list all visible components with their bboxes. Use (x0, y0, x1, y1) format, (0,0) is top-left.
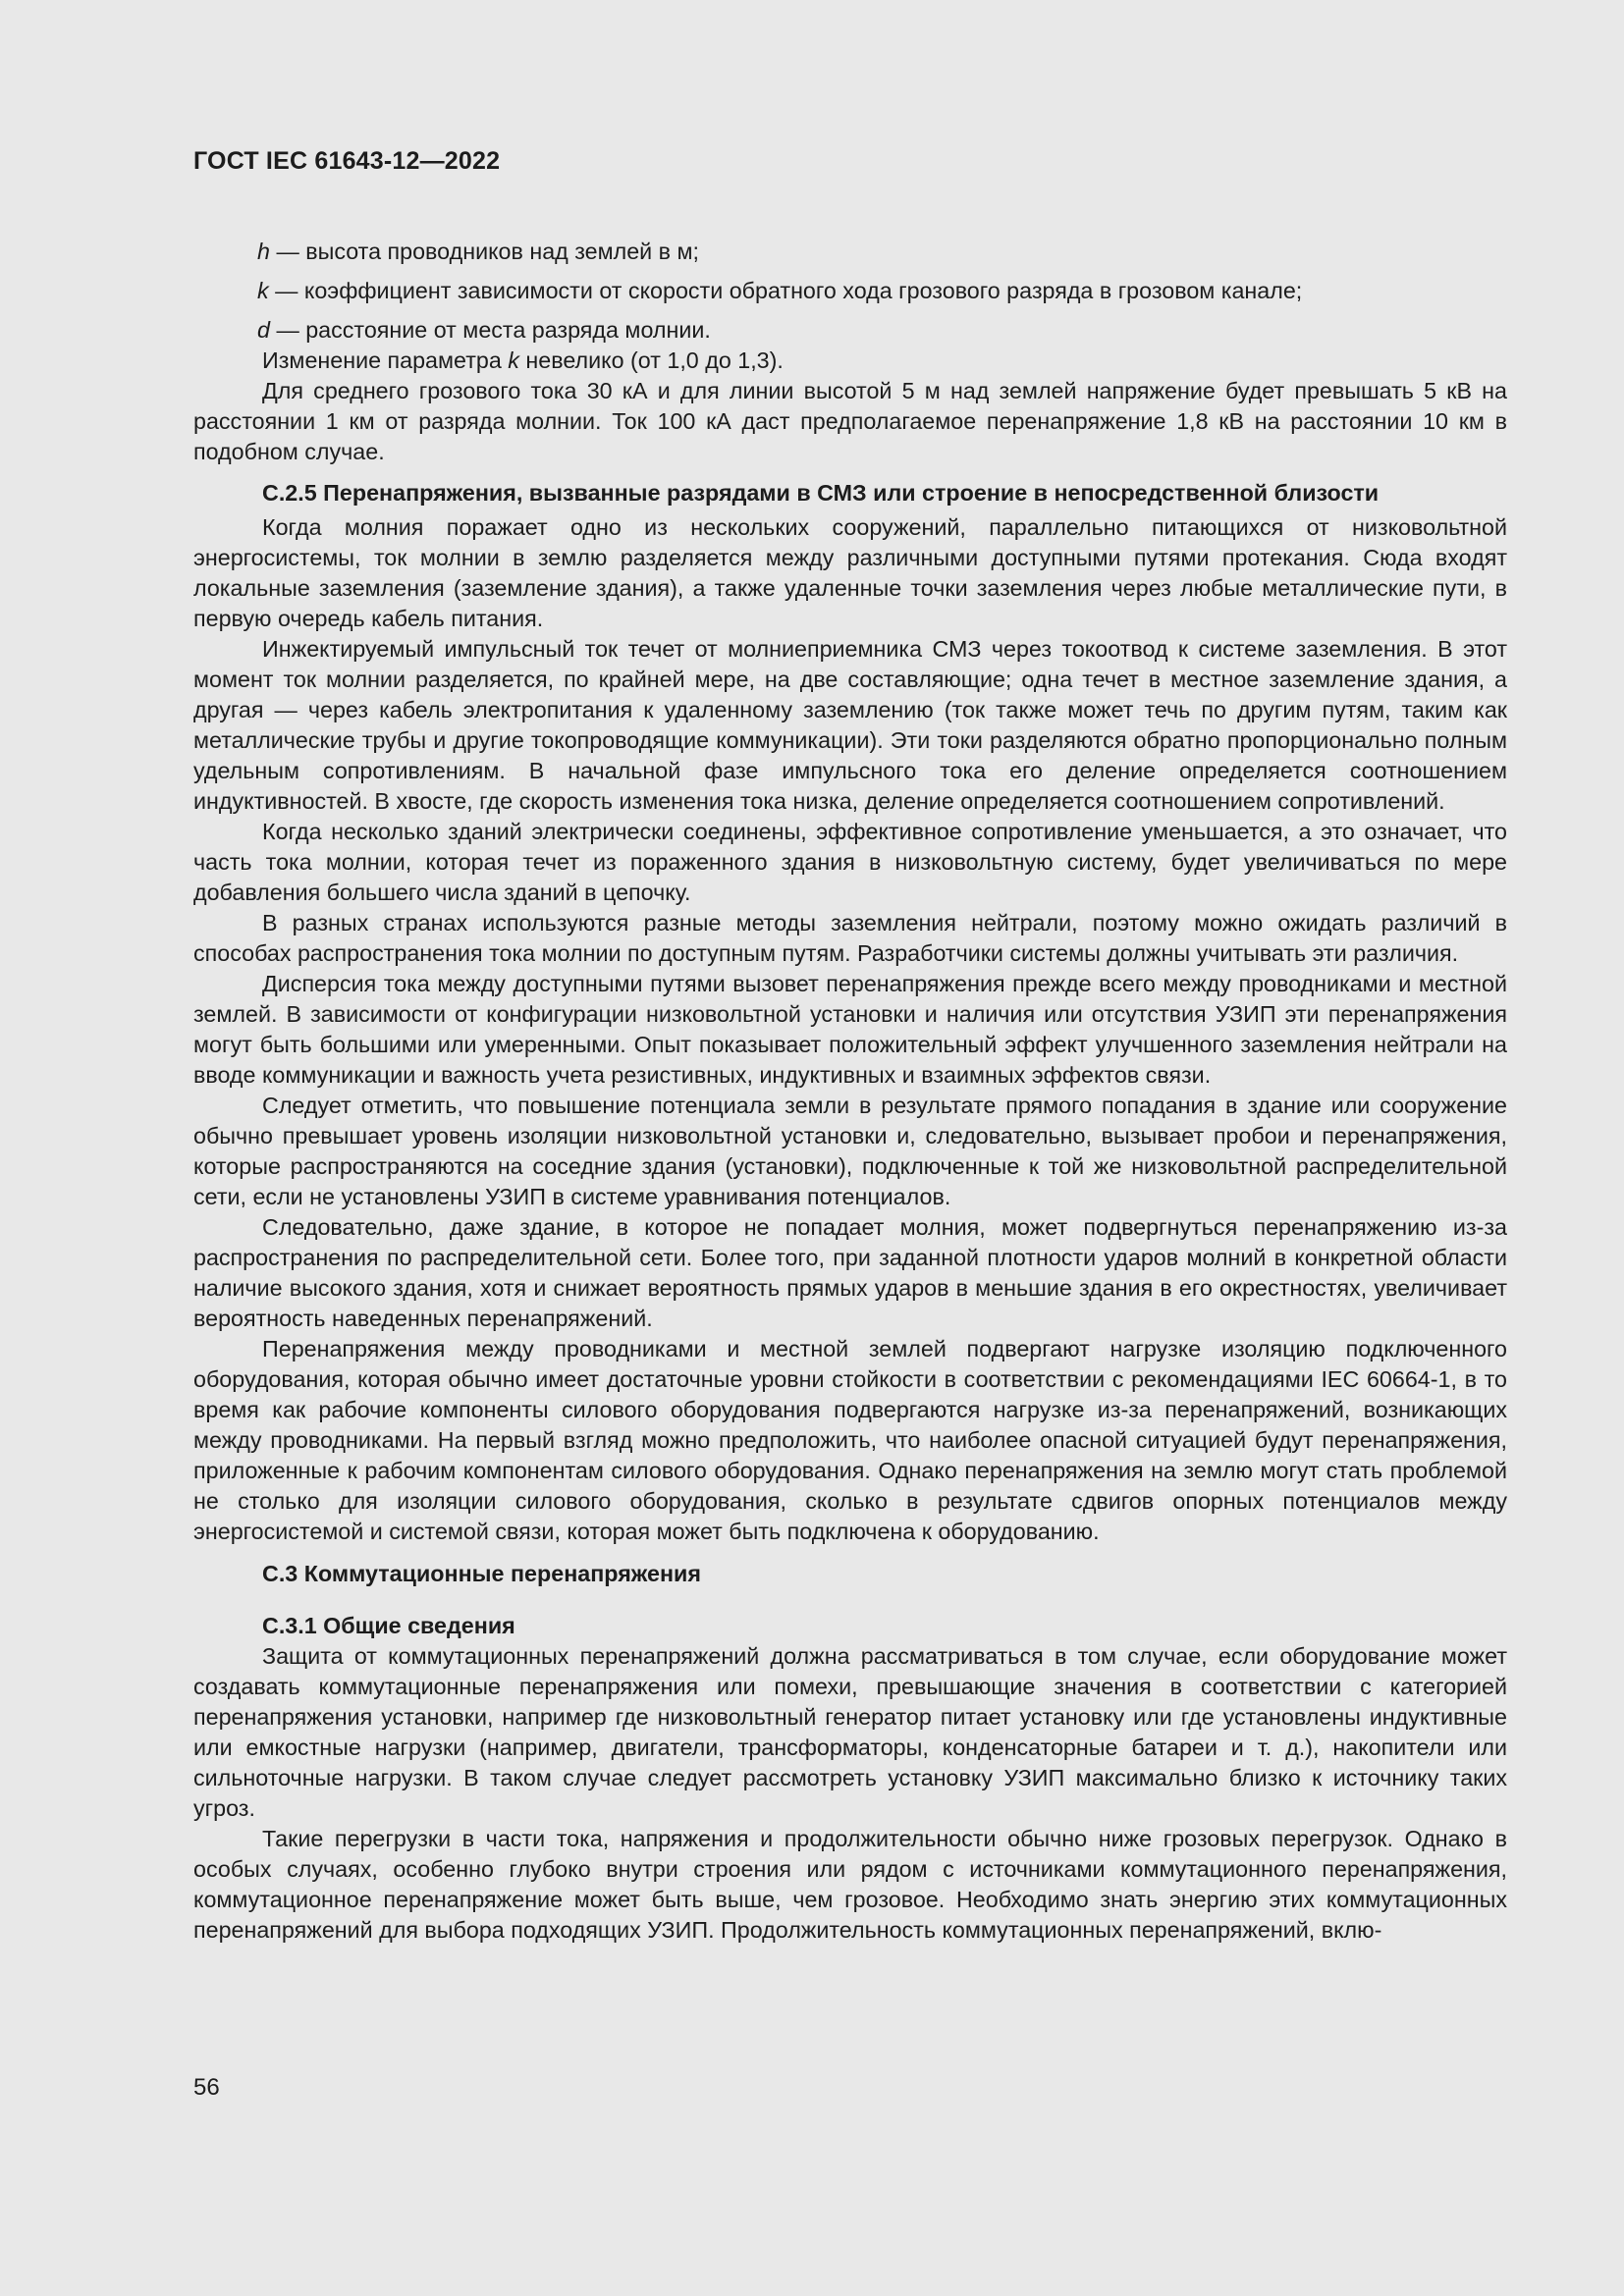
page-body (193, 237, 1507, 1946)
paragraph: Защита от коммутационных перенапряжений должна рассматриваться в том случае, если оборудование может создавать коммутационные перенапряжения или помехи, превышающие значения в соответствии с категорией перенапряжения установки, например где низковольтный генератор питает установку или где установлены индуктивные или емкостные нагрузки (например, двигатели, трансформаторы, конденсаторные батареи и т. д.), накопители или сильноточные нагрузки. В таком случае следует рассмотреть установку УЗИП максимально близко к источнику таких угроз. (193, 1643, 1507, 1821)
paragraph: Такие перегрузки в части тока, напряжения и продолжительности обычно ниже грозовых перегрузок. Однако в особых случаях, особенно глубоко внутри строения или рядом с источниками коммутационного перенапряжения, коммутационное перенапряжение может быть выше, чем грозовое. Необходимо знать энергию этих коммутационных перенапряжений для выбора подходящих УЗИП. Продолжительность коммутационных перенапряжений, вклю- (193, 1826, 1507, 1943)
paragraph-average-current: Для среднего грозового тока 30 кА и для линии высотой 5 м над землей напряжение будет превышать 5 кВ на расстоянии 1 км от разряда молнии. Ток 100 кА даст предполагаемое перенапряжение 1,8 кВ на расстоянии 10 км в подобном случае. (193, 378, 1507, 464)
document-header: ГОСТ IEC 61643-12—2022 (193, 147, 501, 175)
paragraph: В разных странах используются разные методы заземления нейтрали, поэтому можно ожидать различий в способах распространения тока молнии по доступным путям. Разработчики системы должны учитывать эти различия. (193, 910, 1507, 966)
symbol-k: k (257, 278, 269, 303)
paragraph: Перенапряжения между проводниками и местной землей подвергают нагрузке изоляцию подключенного оборудования, которая обычно имеет достаточные уровни стойкости в соответствии с рекомендациями IEC 60664-1, в то время как рабочие компоненты силового оборудования подвергаются нагрузке из-за перенапряжений, возникающих между проводниками. На первый взгляд можно предположить, что наиболее опасной ситуацией будут перенапряжения, приложенные к рабочим компонентам силового оборудования. Однако перенапряжения на землю могут стать проблемой не столько для изоляции силового оборудования, сколько в результате сдвигов опорных потенциалов между энергосистемой и системой связи, которая может быть подключена к оборудованию. (193, 1336, 1507, 1544)
section-heading-c25: С.2.5 Перенапряжения, вызванные разрядами в СМЗ или строение в непосредственной близости (262, 480, 1380, 506)
definition-k (193, 276, 1507, 306)
definition-text: — высота проводников над землей в м; (269, 239, 700, 264)
paragraph: Инжектируемый импульсный ток течет от молниеприемника СМЗ через токоотвод к системе заземления. В этот момент ток молнии разделяется, по крайней мере, на две составляющие; одна течет в местное заземление здания, а другая — через кабель электропитания к удаленному заземлению (ток также может течь по другим путям, таким как металлические трубы и другие токопроводящие коммуникации). Эти токи разделяются обратно пропорционально полным удельным сопротивлениям. В начальной фазе импульсного тока его деление определяется соотношением индуктивностей. В хвосте, где скорость изменения тока низка, деление определяется соотношением сопротивлений. (193, 636, 1507, 814)
page-number: 56 (193, 2074, 220, 2101)
definition-h (193, 237, 1507, 267)
symbol-k-inline: k (508, 347, 519, 373)
definition-text: — коэффициент зависимости от скорости обратного хода грозового разряда в грозовом канале; (268, 278, 1303, 303)
symbol-d: d (257, 317, 270, 343)
parameter-note: Изменение параметра k невелико (от 1,0 до 1,3). (262, 347, 784, 373)
paragraph: Когда несколько зданий электрически соединены, эффективное сопротивление уменьшается, а это означает, что часть тока молнии, которая течет из пораженного здания в низковольтную систему, будет увеличиваться по мере добавления большего числа зданий в цепочку. (193, 819, 1507, 905)
paragraph: Следовательно, даже здание, в которое не попадает молния, может подвергнуться перенапряжению из-за распространения по распределительной сети. Более того, при заданной плотности ударов молний в конкретной области наличие высокого здания, хотя и снижает вероятность прямых ударов в меньшие здания в его окрестностях, увеличивает вероятность наведенных перенапряжений. (193, 1214, 1507, 1331)
symbol-h: h (257, 239, 270, 264)
definition-text: — расстояние от места разряда молнии. (269, 317, 711, 343)
section-heading-c3: С.3 Коммутационные перенапряжения (262, 1561, 701, 1586)
paragraph: Когда молния поражает одно из нескольких сооружений, параллельно питающихся от низковольтной энергосистемы, ток молнии в землю разделяется между различными доступными путями протекания. Сюда входят локальные заземления (заземление здания), а также удаленные точки заземления через любые металлические пути, в первую очередь кабель питания. (193, 514, 1507, 631)
paragraph: Следует отметить, что повышение потенциала земли в результате прямого попадания в здание или сооружение обычно превышает уровень изоляции низковольтной установки и, следовательно, вызывает пробои и перенапряжения, которые распространяются на соседние здания (установки), подключенные к той же низковольтной распределительной сети, если не установлены УЗИП в системе уравнивания потенциалов. (193, 1093, 1507, 1209)
paragraph: Дисперсия тока между доступными путями вызовет перенапряжения прежде всего между проводниками и местной землей. В зависимости от конфигурации низковольтной установки и наличия или отсутствия УЗИП эти перенапряжения могут быть большими или умеренными. Опыт показывает положительный эффект улучшенного заземления нейтрали на вводе коммуникации и важность учета резистивных, индуктивных и взаимных эффектов связи. (193, 971, 1507, 1088)
definition-d (193, 315, 1507, 346)
section-heading-c31: С.3.1 Общие сведения (262, 1613, 515, 1638)
